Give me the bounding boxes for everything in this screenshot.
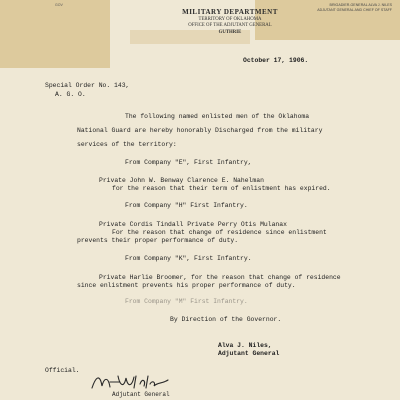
letterhead-left-note: GOV <box>55 3 63 7</box>
body-line: Private Harlie Broomer, for the reason that change of residence <box>99 274 341 281</box>
letterhead-territory: TERRITORY OF OKLAHOMA <box>198 17 262 22</box>
reason-line: For the reason that change of residence since enlistment <box>112 229 327 236</box>
company-header: From Company "H" First Infantry. <box>125 202 248 209</box>
company-header: From Company "E", First Infantry, <box>125 159 252 166</box>
letterhead-office: OFFICE OF THE ADJUTANT GENERAL <box>188 23 272 28</box>
official-label: Official. <box>45 367 80 374</box>
body-line: National Guard are hereby honorably Discharged from the military <box>77 127 323 134</box>
letterhead-right-line: BRIGADIER-GENERAL ALVA J. NILES <box>329 3 392 7</box>
handwritten-signature <box>90 372 175 392</box>
tape-stain <box>0 0 110 68</box>
signatory-name: Alva J. Niles, <box>218 342 272 349</box>
letterhead-department: MILITARY DEPARTMENT <box>182 8 278 16</box>
body-line: The following named enlisted men of the Oklahoma <box>125 113 310 120</box>
order-number: Special Order No. 143, <box>45 82 130 89</box>
names-line: Private John W. Benway Clarence E. Nahelman <box>99 177 264 184</box>
order-office: A. G. O. <box>55 91 86 98</box>
faded-line: From Company "M" First Infantry. <box>125 298 248 305</box>
body-line: services of the territory: <box>77 141 177 148</box>
letterhead-city: GUTHRIE <box>218 30 242 35</box>
signatory-title: Adjutant General <box>218 350 280 357</box>
bottom-fragment: Adjutant General <box>112 391 170 398</box>
letterhead-right-line: ADJUTANT GENERAL AND CHIEF OF STAFF <box>317 8 392 12</box>
reason-line: prevents their proper performance of duty. <box>77 237 239 244</box>
company-header: From Company "K", First Infantry. <box>125 255 252 262</box>
body-line: since enlistment prevents his proper performance of duty. <box>77 282 296 289</box>
direction-line: By Direction of the Governor. <box>170 316 282 323</box>
names-line: Private Cordis Tindall Private Perry Otis Mulanax <box>99 221 287 228</box>
document-date: October 17, 1906. <box>243 57 309 64</box>
reason-line: for the reason that their term of enlistment has expired. <box>112 185 331 192</box>
